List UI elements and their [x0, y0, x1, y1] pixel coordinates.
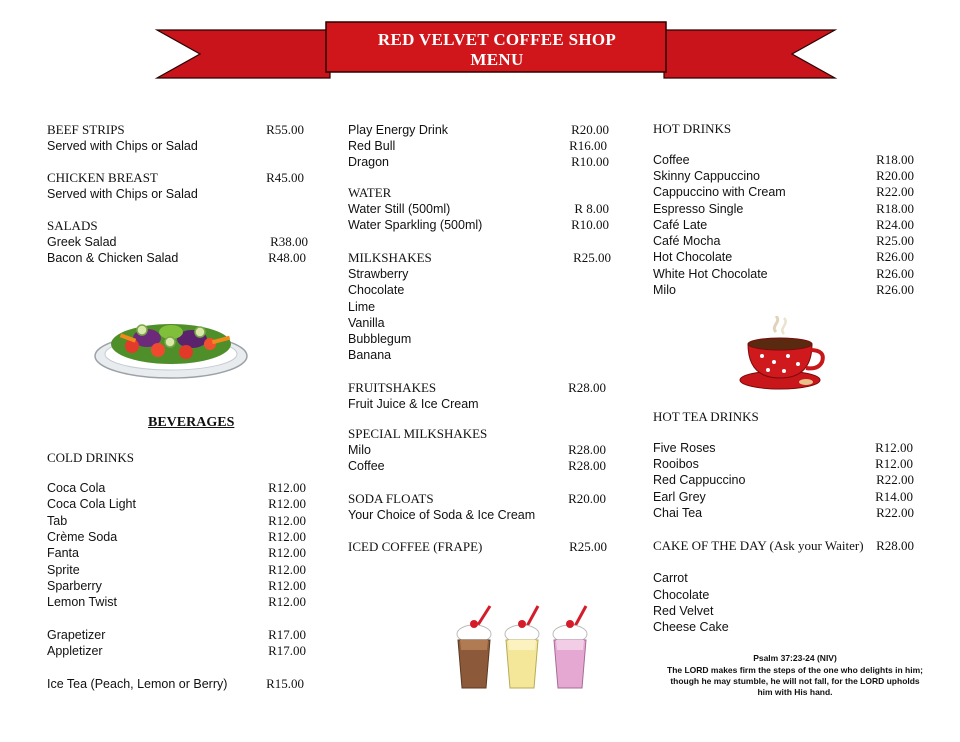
price-sparberry: R12.00: [268, 578, 306, 593]
price-skinny-cappuccino: R20.00: [876, 168, 914, 183]
item-appletizer: Appletizer: [47, 644, 103, 658]
price-coca-cola-light: R12.00: [268, 496, 306, 511]
menu-title: MENU: [470, 50, 524, 69]
item-creme-soda: Crème Soda: [47, 530, 118, 544]
beef-strips-desc: Served with Chips or Salad: [47, 139, 198, 153]
item-water-still: Water Still (500ml): [348, 202, 451, 216]
chicken-breast-desc: Served with Chips or Salad: [47, 187, 198, 201]
price-greek-salad: R38.00: [270, 234, 308, 249]
special-milkshakes-heading: SPECIAL MILKSHAKES: [348, 426, 488, 441]
item-rooibos: Rooibos: [653, 457, 699, 471]
item-water-sparkling: Water Sparkling (500ml): [348, 218, 483, 232]
price-sprite: R12.00: [268, 562, 306, 577]
cake-carrot: Carrot: [653, 571, 688, 585]
item-grapetizer: Grapetizer: [47, 628, 106, 642]
price-red-bull: R16.00: [569, 138, 607, 153]
flavour-chocolate: Chocolate: [348, 283, 405, 297]
item-play-energy: Play Energy Drink: [348, 123, 449, 137]
price-special-milo: R28.00: [568, 442, 606, 457]
price-dragon: R10.00: [571, 154, 609, 169]
item-red-bull: Red Bull: [348, 139, 396, 153]
price-special-coffee: R28.00: [568, 458, 606, 473]
fruitshakes-heading: FRUITSHAKES: [348, 380, 437, 395]
item-skinny-cappuccino: Skinny Cappuccino: [653, 169, 761, 183]
soda-floats-desc: Your Choice of Soda & Ice Cream: [348, 508, 536, 522]
item-special-milo: Milo: [348, 443, 371, 457]
price-cafe-mocha: R25.00: [876, 233, 914, 248]
psalm-line-2: though he may stumble, he will not fall, for the LORD upholds: [670, 676, 920, 686]
psalm-line-3: him with His hand.: [757, 687, 833, 697]
iced-coffee-heading: ICED COFFEE (FRAPE): [348, 539, 483, 554]
price-water-still: R 8.00: [574, 201, 609, 216]
cake-heading: CAKE OF THE DAY (Ask your Waiter): [653, 538, 864, 553]
item-cafe-late: Café Late: [653, 218, 708, 232]
item-tab: Tab: [47, 514, 68, 528]
item-sprite: Sprite: [47, 563, 80, 577]
item-sparberry: Sparberry: [47, 579, 102, 593]
price-iced-coffee: R25.00: [569, 539, 607, 554]
item-greek-salad: Greek Salad: [47, 235, 117, 249]
flavour-vanilla: Vanilla: [348, 316, 385, 330]
item-coca-cola: Coca Cola: [47, 481, 106, 495]
price-bacon-chicken-salad: R48.00: [268, 250, 306, 265]
item-special-coffee: Coffee: [348, 459, 385, 473]
price-milo: R26.00: [876, 282, 914, 297]
flavour-banana: Banana: [348, 348, 392, 362]
price-chai-tea: R22.00: [876, 505, 914, 520]
item-red-cappuccino: Red Cappuccino: [653, 473, 746, 487]
price-ice-tea: R15.00: [266, 676, 304, 691]
price-water-sparkling: R10.00: [571, 217, 609, 232]
price-milkshakes: R25.00: [573, 250, 611, 265]
item-cappuccino-cream: Cappuccino with Cream: [653, 185, 786, 199]
flavour-lime: Lime: [348, 300, 376, 314]
psalm-line-1: The LORD makes firm the steps of the one who delights in him;: [667, 665, 923, 675]
item-bacon-chicken-salad: Bacon & Chicken Salad: [47, 251, 179, 265]
item-milo: Milo: [653, 283, 676, 297]
milkshakes-heading: MILKSHAKES: [348, 250, 432, 265]
price-beef-strips: R55.00: [266, 122, 304, 137]
price-coca-cola: R12.00: [268, 480, 306, 495]
price-white-hot-chocolate: R26.00: [876, 266, 914, 281]
price-espresso-single: R18.00: [876, 201, 914, 216]
hot-drinks-heading: HOT DRINKS: [653, 121, 732, 136]
water-heading: WATER: [348, 185, 392, 200]
price-appletizer: R17.00: [268, 643, 306, 658]
price-five-roses: R12.00: [875, 440, 913, 455]
price-fanta: R12.00: [268, 545, 306, 560]
price-rooibos: R12.00: [875, 456, 913, 471]
beverages-heading: BEVERAGES: [148, 415, 235, 430]
price-play-energy: R20.00: [571, 122, 609, 137]
price-hot-chocolate: R26.00: [876, 249, 914, 264]
cake-chocolate: Chocolate: [653, 588, 710, 602]
item-fanta: Fanta: [47, 546, 79, 560]
salads-heading: SALADS: [47, 218, 98, 233]
flavour-bubblegum: Bubblegum: [348, 332, 412, 346]
shop-name: RED VELVET COFFEE SHOP: [377, 30, 617, 49]
price-tab: R12.00: [268, 513, 306, 528]
item-hot-chocolate: Hot Chocolate: [653, 250, 733, 264]
item-white-hot-chocolate: White Hot Chocolate: [653, 267, 768, 281]
item-chicken-breast: CHICKEN BREAST: [47, 170, 158, 185]
price-cappuccino-cream: R22.00: [876, 184, 914, 199]
cake-red-velvet: Red Velvet: [653, 604, 714, 618]
salad-bowl-icon: [92, 312, 250, 384]
item-dragon: Dragon: [348, 155, 389, 169]
soda-floats-heading: SODA FLOATS: [348, 491, 434, 506]
hot-tea-heading: HOT TEA DRINKS: [653, 409, 759, 424]
item-five-roses: Five Roses: [653, 441, 716, 455]
cold-drinks-heading: COLD DRINKS: [47, 450, 135, 465]
price-lemon-twist: R12.00: [268, 594, 306, 609]
tea-cup-icon: [736, 316, 826, 392]
psalm-reference: Psalm 37:23-24 (NIV): [753, 653, 837, 663]
price-red-cappuccino: R22.00: [876, 472, 914, 487]
price-soda-floats: R20.00: [568, 491, 606, 506]
cake-cheese-cake: Cheese Cake: [653, 620, 729, 634]
item-lemon-twist: Lemon Twist: [47, 595, 117, 609]
price-cafe-late: R24.00: [876, 217, 914, 232]
fruitshakes-desc: Fruit Juice & Ice Cream: [348, 397, 479, 411]
item-coffee: Coffee: [653, 153, 690, 167]
item-chai-tea: Chai Tea: [653, 506, 703, 520]
price-chicken-breast: R45.00: [266, 170, 304, 185]
item-coca-cola-light: Coca Cola Light: [47, 497, 136, 511]
item-earl-grey: Earl Grey: [653, 490, 706, 504]
item-beef-strips: BEEF STRIPS: [47, 122, 125, 137]
price-earl-grey: R14.00: [875, 489, 913, 504]
price-fruitshakes: R28.00: [568, 380, 606, 395]
flavour-strawberry: Strawberry: [348, 267, 409, 281]
price-creme-soda: R12.00: [268, 529, 306, 544]
item-espresso-single: Espresso Single: [653, 202, 744, 216]
item-ice-tea: Ice Tea (Peach, Lemon or Berry): [47, 677, 228, 691]
milkshake-glasses-icon: [446, 604, 592, 694]
price-grapetizer: R17.00: [268, 627, 306, 642]
item-cafe-mocha: Café Mocha: [653, 234, 721, 248]
price-coffee: R18.00: [876, 152, 914, 167]
price-cake: R28.00: [876, 538, 914, 553]
